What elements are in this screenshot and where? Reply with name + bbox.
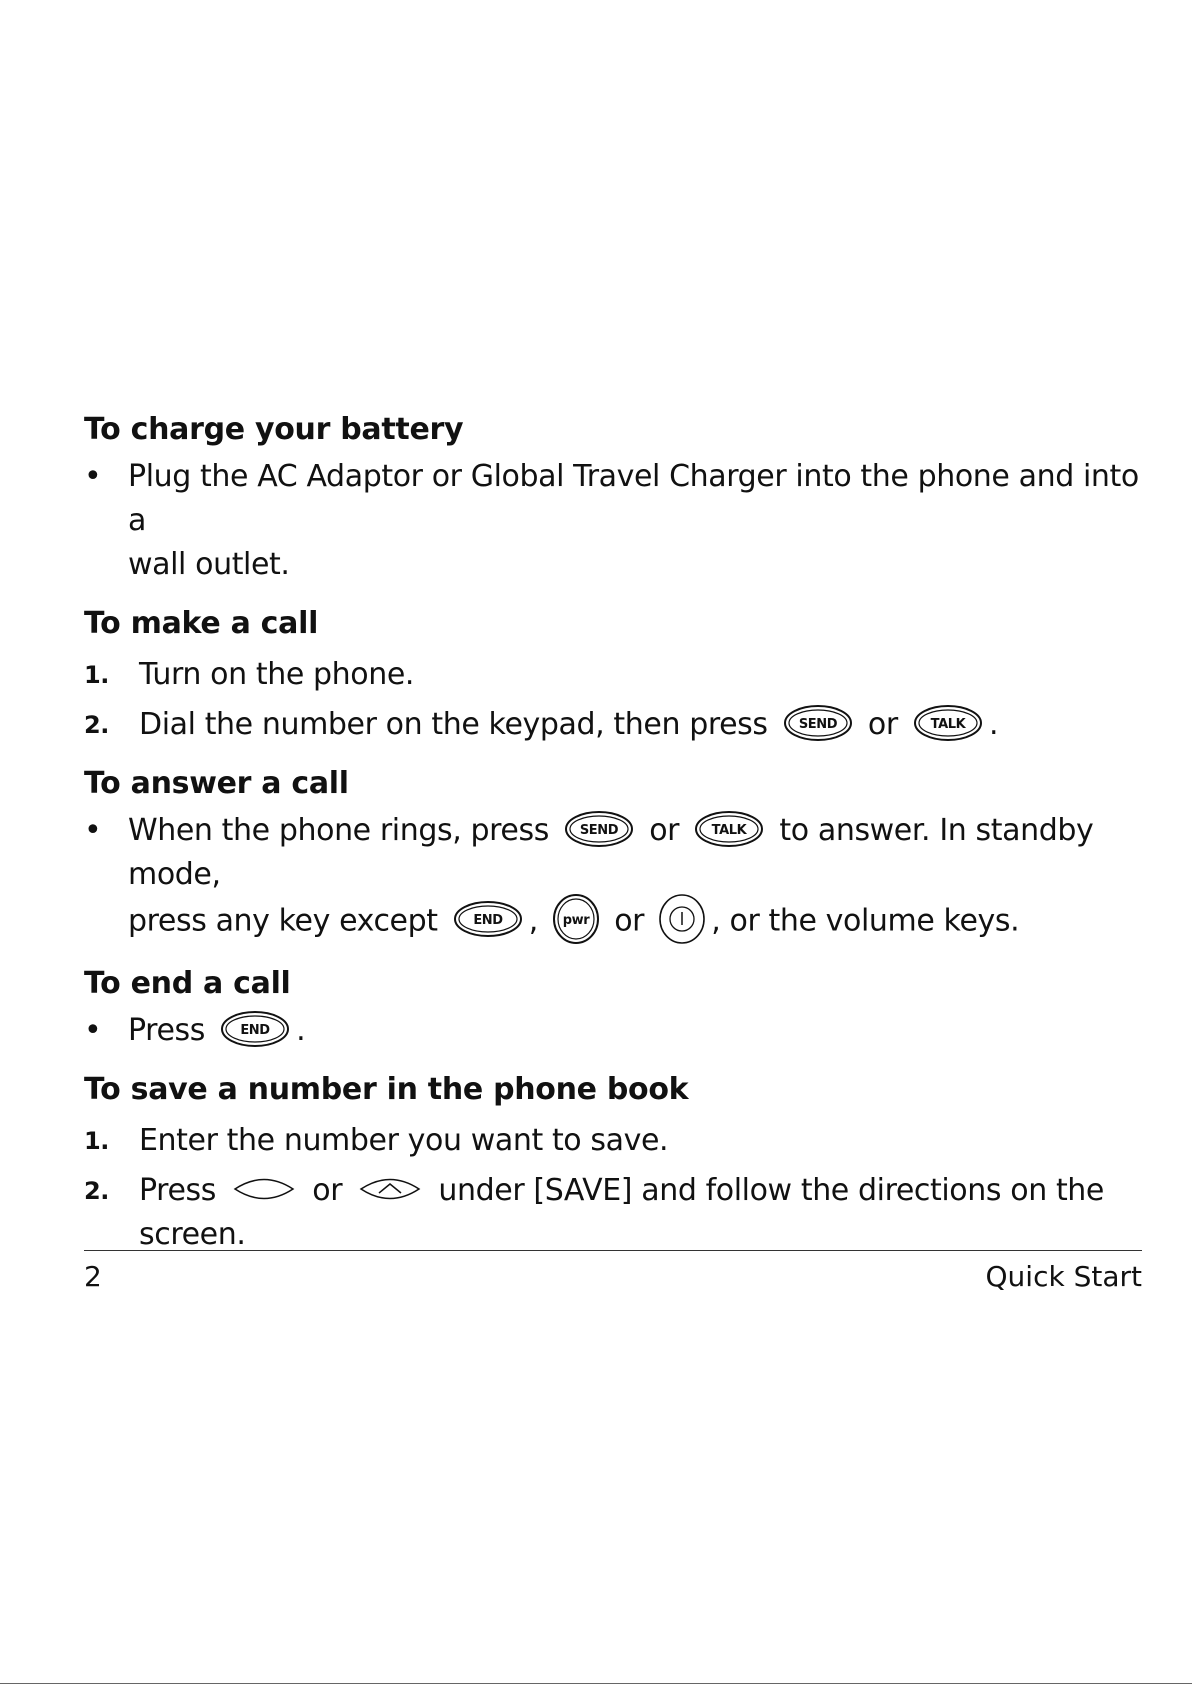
send-key-label: SEND [579,822,619,838]
talk-key-label: TALK [711,822,747,838]
numbered-step [84,1119,1144,1163]
step-text: Enter the number you want to save. [139,1123,669,1158]
bullet-item [84,455,1144,543]
left-softkey-icon [231,1172,297,1206]
talk-key-icon [913,704,983,742]
end-key-label: END [240,1022,270,1038]
bullet-item [84,1009,1144,1053]
bullet-marker: • [84,459,102,494]
or-text: or [312,1173,343,1208]
section-title: To make a call [84,606,319,641]
section-title: To charge your battery [84,412,464,447]
step-text: Press [139,1173,216,1208]
footer-section-name: Quick Start [985,1260,1142,1293]
or-text: or [649,813,680,848]
footer-divider [84,1250,1142,1251]
item-text: Plug the AC Adaptor or Global Travel Charger into the phone and into a [128,459,1139,538]
send-key-icon [783,704,853,742]
period-text: . [296,1013,306,1048]
section-save-number [84,1065,1144,1257]
item-text: When the phone rings, press [128,813,549,848]
page-edge-line [0,1683,1192,1684]
send-key-label: SEND [798,716,837,732]
talk-key-label: TALK [930,716,966,732]
talk-key-icon [694,810,764,848]
section-make-call [84,599,1144,747]
numbered-step [84,1169,1144,1257]
bullet-item [84,809,1144,897]
bullet-marker: • [84,813,102,848]
step-number: 1. [84,661,110,689]
step-text: Turn on the phone. [139,657,415,692]
bullet-marker: • [84,1013,102,1048]
section-answer-call [84,759,1144,947]
step-number: 2. [84,1177,110,1205]
section-title: To save a number in the phone book [84,1072,689,1107]
end-key-label: END [473,913,503,928]
item-text: Press [128,1013,205,1048]
step-number: 2. [84,711,110,739]
item-text: to answer. In standby mode, [128,813,1094,892]
up-softkey-icon [357,1172,423,1206]
standby-key-icon [659,894,705,944]
section-title: To end a call [84,966,291,1001]
or-text: or [867,707,898,742]
power-key-icon [553,894,599,944]
bullet-item-continued [84,543,1144,587]
or-text: or [614,903,645,939]
page-number: 2 [84,1260,102,1293]
step-number: 1. [84,1127,110,1155]
numbered-step [84,703,1144,747]
section-charge-battery [84,405,1144,587]
section-end-call [84,959,1144,1053]
power-key-label: pwr [562,913,590,928]
step-text: Dial the number on the keypad, then press [139,707,768,742]
item-text-continued: , or the volume keys. [711,903,1020,939]
item-text-continued: wall outlet. [128,547,290,582]
end-key-icon [453,900,523,938]
send-key-icon [564,810,634,848]
comma-text: , [528,903,538,939]
step-text: under [SAVE] and follow the directions on the screen. [139,1173,1104,1252]
end-key-icon [220,1010,290,1048]
bullet-item-continued [84,897,1144,947]
section-title: To answer a call [84,766,349,801]
period-text: . [988,707,999,742]
page-content [84,405,1144,1269]
numbered-step [84,653,1144,697]
item-text-continued: press any key except [128,903,438,939]
